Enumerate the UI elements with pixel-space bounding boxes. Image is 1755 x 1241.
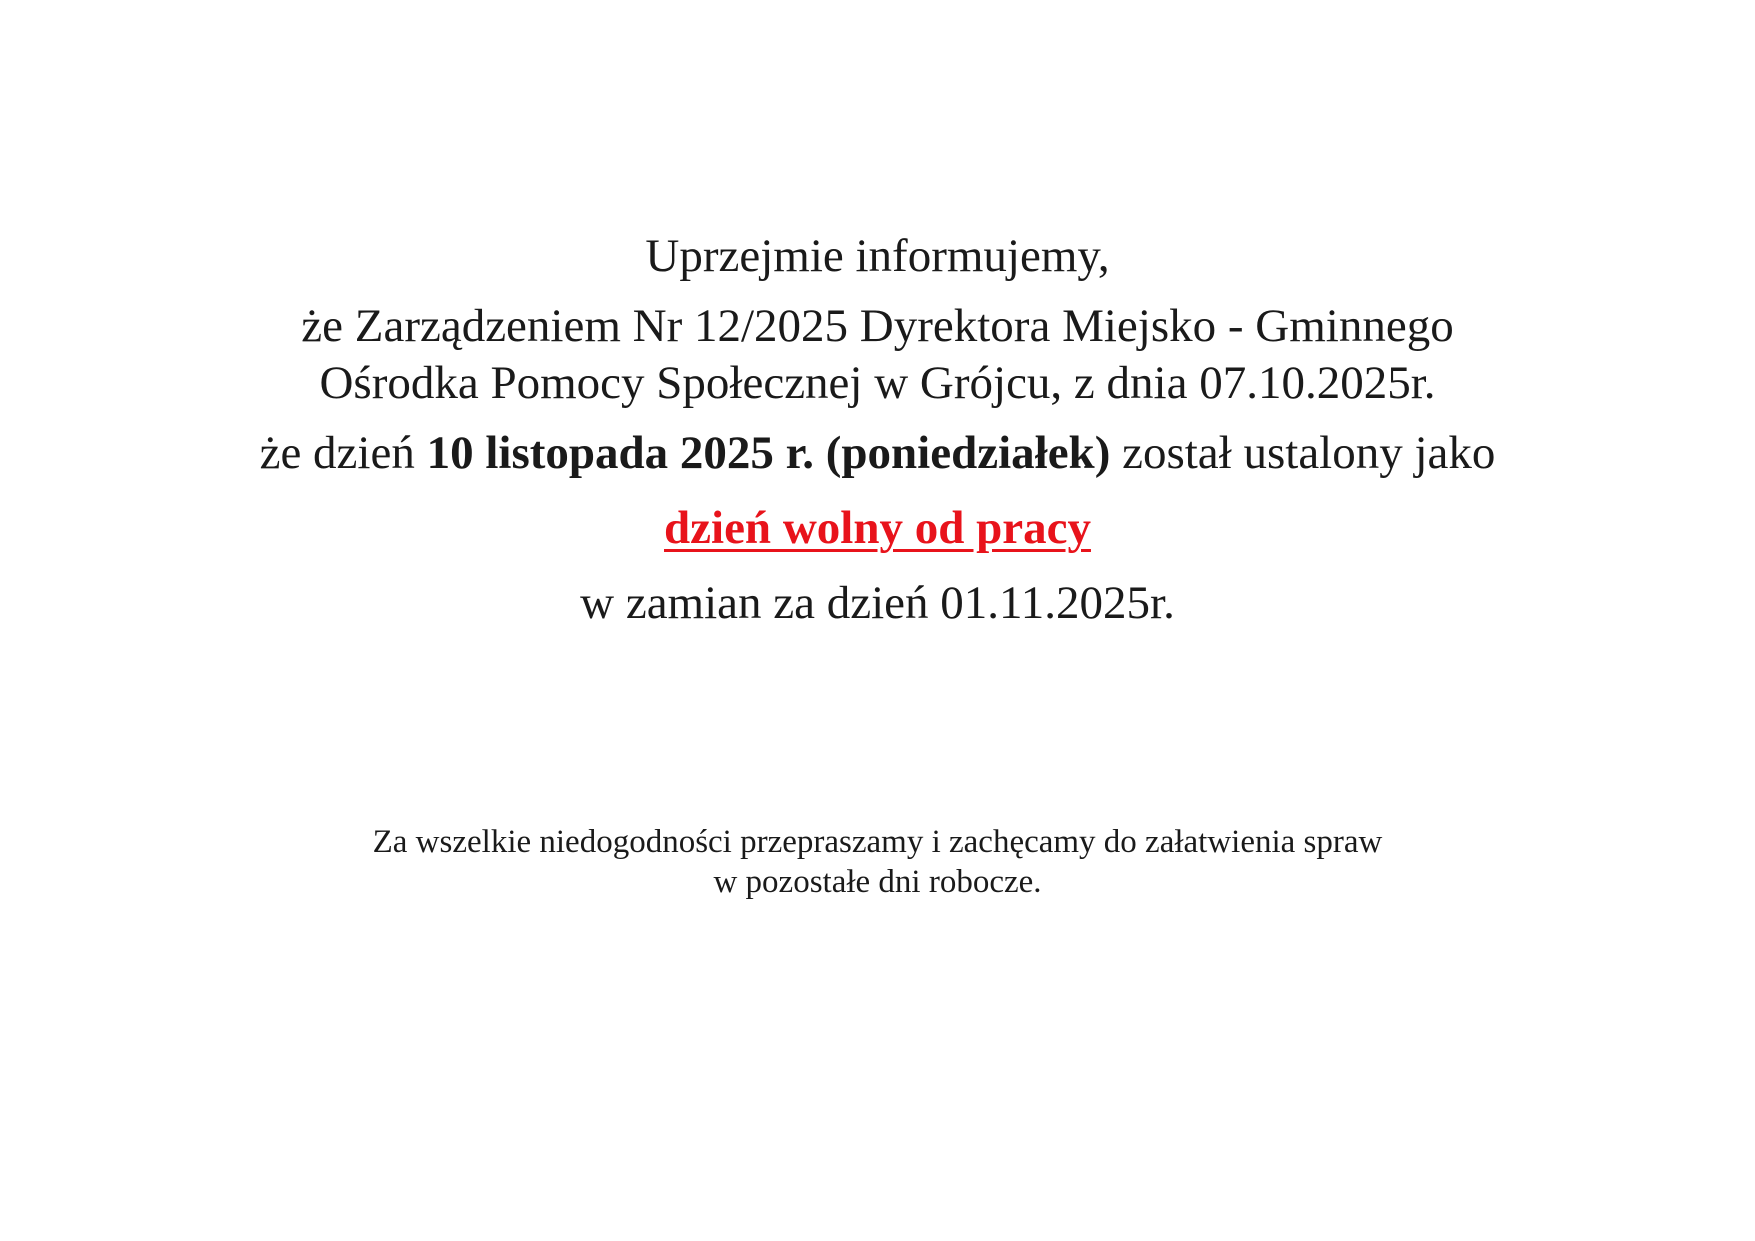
footer-line-1: Za wszelkie niedogodności przepraszamy i zachęcamy do załatwienia spraw — [372, 824, 1383, 860]
notice-block — [0, 228, 1755, 632]
footer-line-2: w pozostałe dni robocze. — [713, 864, 1042, 900]
day-prefix: że dzień — [259, 427, 427, 479]
day-off-line — [0, 500, 1755, 557]
day-suffix: został ustalony jako — [1110, 427, 1496, 479]
day-date: 10 listopada 2025 r. (poniedziałek) — [426, 427, 1111, 479]
footer-note — [0, 822, 1755, 902]
day-statement — [0, 425, 1755, 482]
greeting-text: Uprzejmie informujemy, — [645, 230, 1110, 282]
order-line-2: Ośrodka Pomocy Społecznej w Grójcu, z dnia 07.10.2025r. — [319, 357, 1436, 409]
replacement-day-text: w zamian za dzień 01.11.2025r. — [580, 577, 1175, 629]
order-line-1: że Zarządzeniem Nr 12/2025 Dyrektora Miejsko - Gminnego — [301, 300, 1454, 352]
day-off-highlight: dzień wolny od pracy — [664, 502, 1091, 554]
